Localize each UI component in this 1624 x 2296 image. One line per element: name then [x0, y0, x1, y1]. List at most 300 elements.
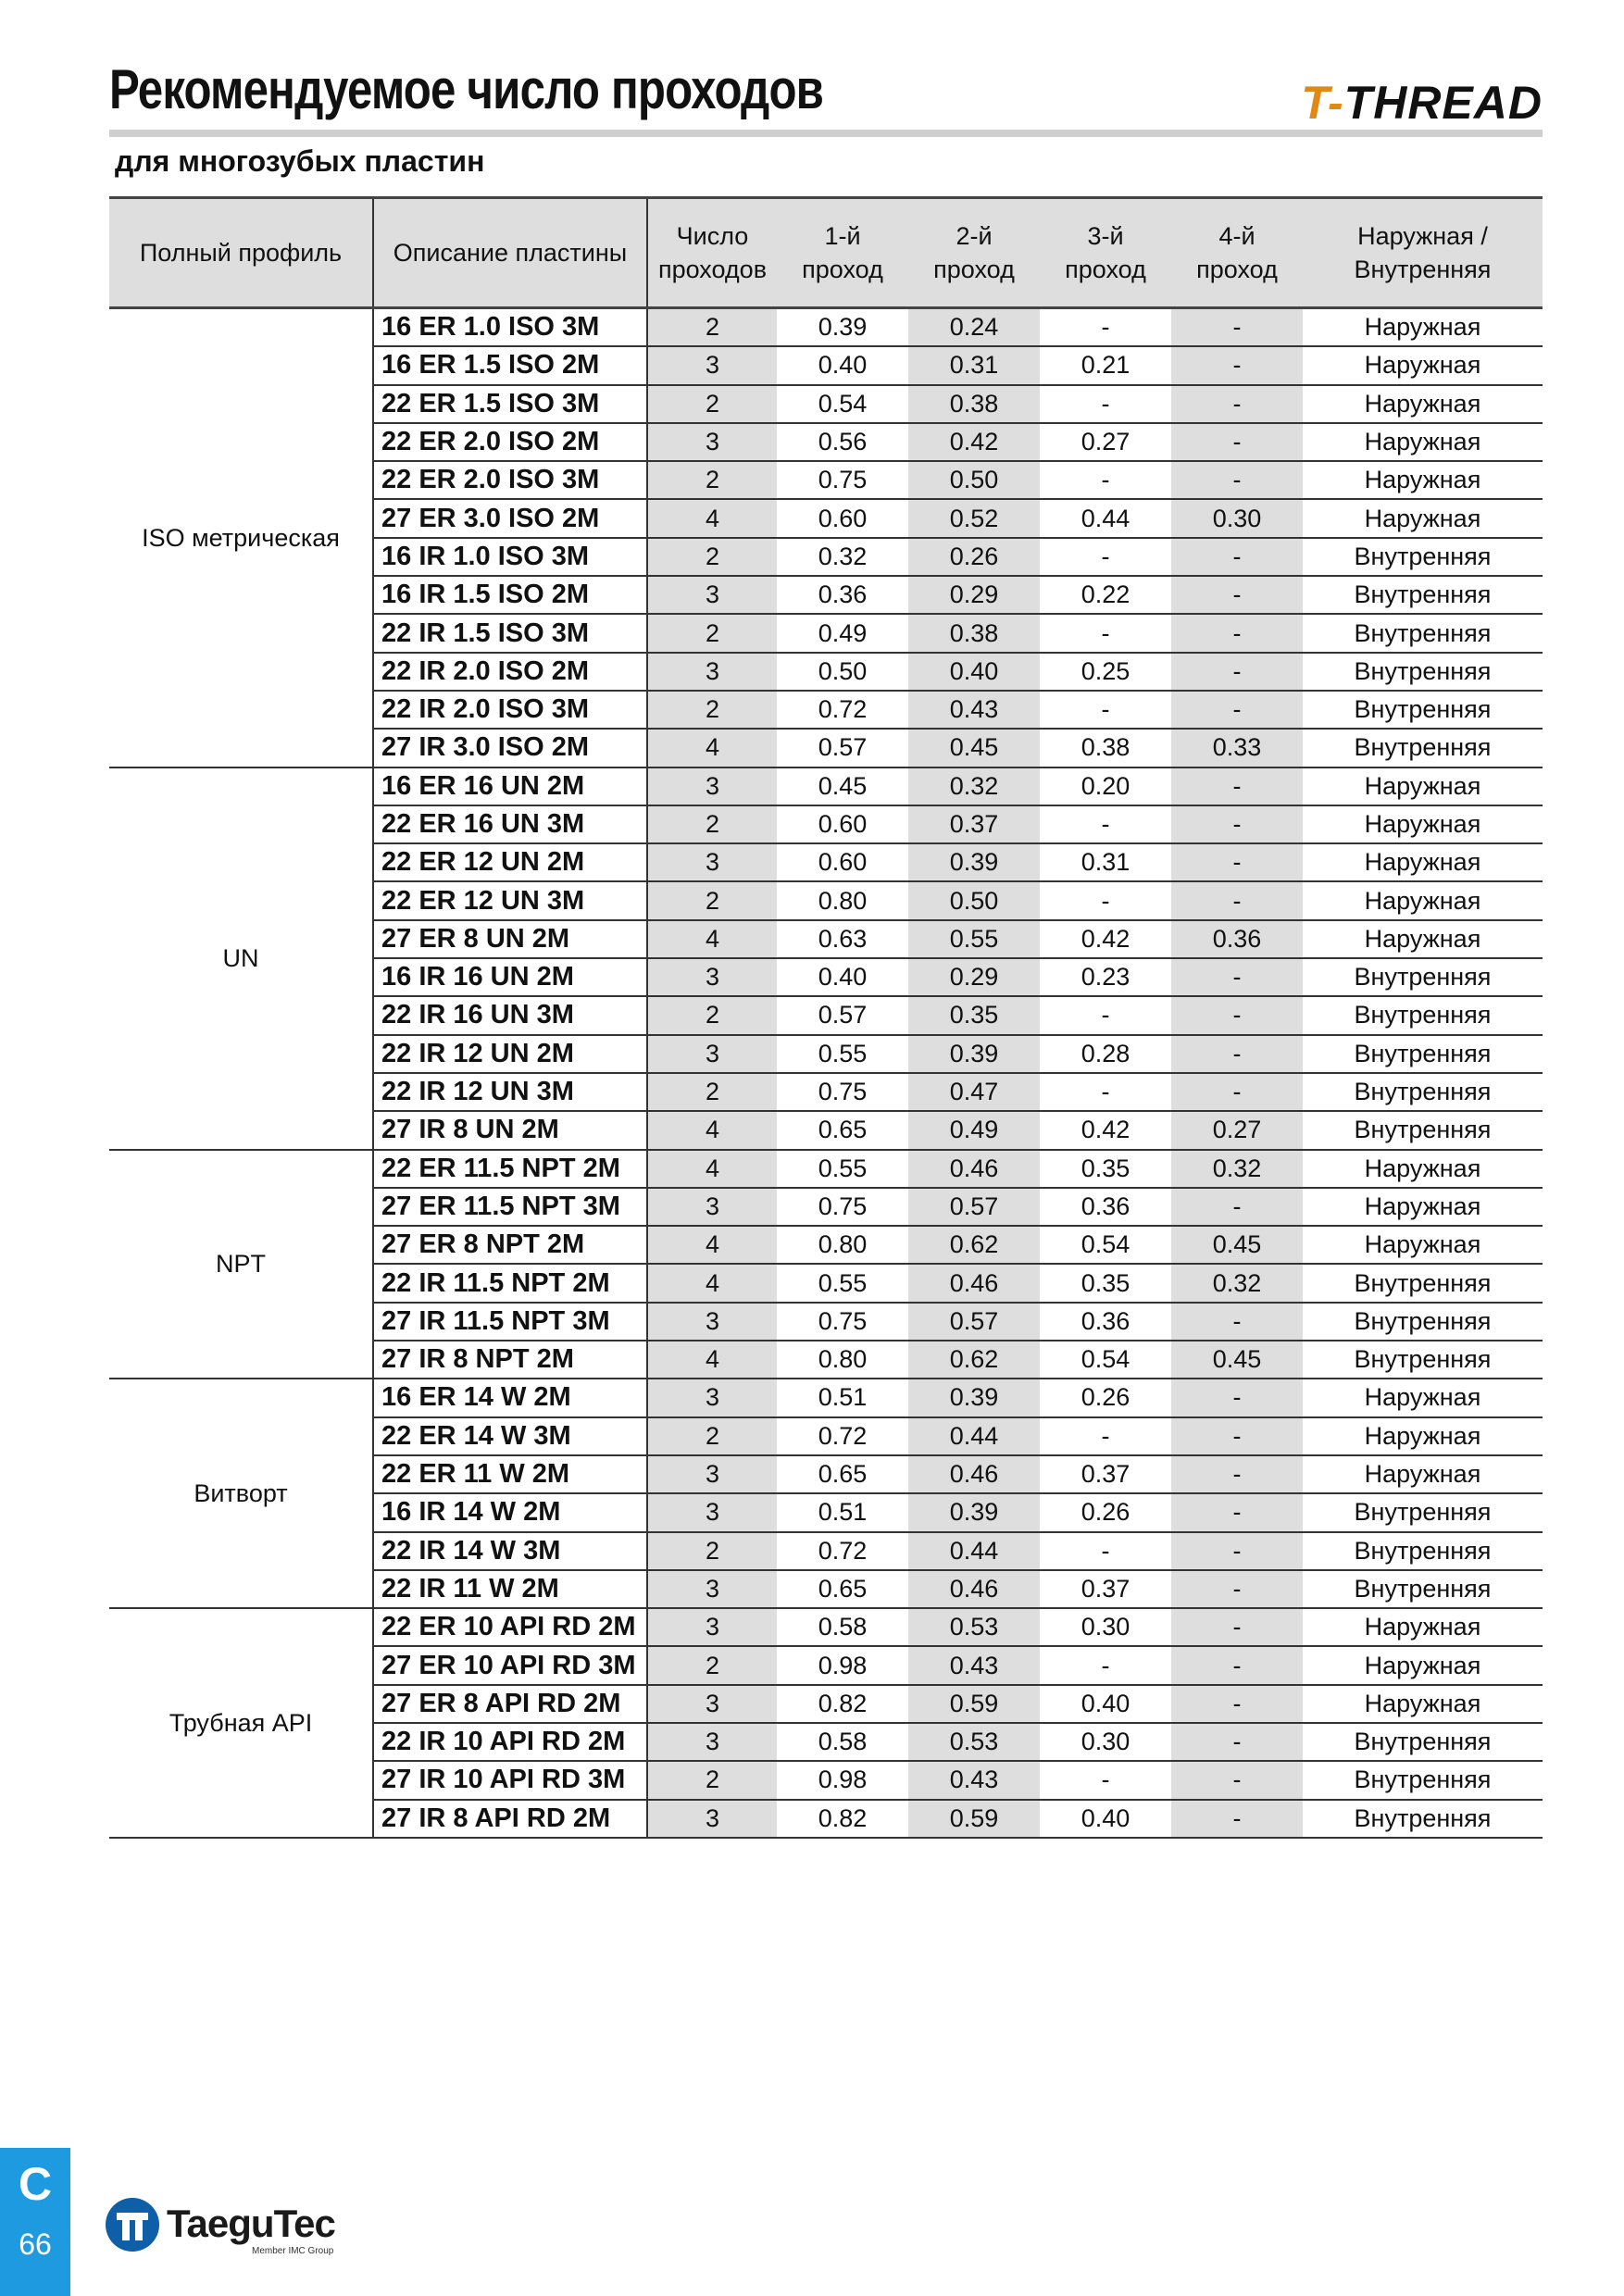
pass-4-cell: -: [1171, 1303, 1303, 1341]
pass-2-cell: 0.43: [908, 1646, 1040, 1684]
pass-1-cell: 0.57: [777, 729, 908, 767]
pass-2-cell: 0.44: [908, 1532, 1040, 1570]
pass-2-cell: 0.59: [908, 1800, 1040, 1838]
passes-count-cell: 2: [647, 1761, 777, 1799]
pass-1-cell: 0.49: [777, 614, 908, 652]
ext-int-cell: Наружная: [1303, 1150, 1543, 1188]
passes-count-cell: 3: [647, 1800, 777, 1838]
pass-1-cell: 0.98: [777, 1761, 908, 1799]
insert-description-cell: 22 IR 11.5 NPT 2M: [373, 1264, 647, 1302]
page-title: Рекомендуемое число проходов: [109, 58, 824, 120]
ext-int-cell: Внутренняя: [1303, 614, 1543, 652]
pass-2-cell: 0.49: [908, 1111, 1040, 1149]
column-header-pass-3: 3-й проход: [1040, 198, 1171, 308]
page-tab: [0, 2148, 70, 2296]
ext-int-cell: Наружная: [1303, 308, 1543, 347]
pass-4-cell: 0.32: [1171, 1150, 1303, 1188]
insert-description-cell: 27 ER 11.5 NPT 3M: [373, 1188, 647, 1226]
ext-int-cell: Наружная: [1303, 767, 1543, 805]
ext-int-cell: Внутренняя: [1303, 1761, 1543, 1799]
pass-2-cell: 0.52: [908, 499, 1040, 537]
pass-4-cell: -: [1171, 1417, 1303, 1455]
ext-int-cell: Наружная: [1303, 461, 1543, 499]
pass-1-cell: 0.39: [777, 308, 908, 347]
ext-int-cell: Внутренняя: [1303, 1570, 1543, 1608]
pass-2-cell: 0.32: [908, 767, 1040, 805]
passes-count-cell: 3: [647, 1493, 777, 1531]
ext-int-cell: Внутренняя: [1303, 1303, 1543, 1341]
pass-4-cell: 0.27: [1171, 1111, 1303, 1149]
pass-3-cell: -: [1040, 385, 1171, 423]
pass-3-cell: 0.35: [1040, 1264, 1171, 1302]
table-header-row: [109, 198, 1543, 308]
insert-description-cell: 22 IR 2.0 ISO 3M: [373, 691, 647, 729]
pass-3-cell: 0.36: [1040, 1303, 1171, 1341]
table-row: [109, 1608, 1543, 1646]
insert-description-cell: 16 ER 1.5 ISO 2M: [373, 346, 647, 384]
passes-count-cell: 2: [647, 881, 777, 919]
pass-3-cell: -: [1040, 691, 1171, 729]
passes-count-cell: 2: [647, 1532, 777, 1570]
insert-description-cell: 22 ER 10 API RD 2M: [373, 1608, 647, 1646]
passes-count-cell: 4: [647, 499, 777, 537]
pass-4-cell: -: [1171, 1035, 1303, 1073]
pass-3-cell: 0.26: [1040, 1379, 1171, 1416]
pass-2-cell: 0.44: [908, 1417, 1040, 1455]
insert-description-cell: 27 IR 8 NPT 2M: [373, 1341, 647, 1379]
pass-3-cell: 0.38: [1040, 729, 1171, 767]
passes-count-cell: 2: [647, 1073, 777, 1111]
pass-1-cell: 0.82: [777, 1685, 908, 1723]
pass-3-cell: 0.20: [1040, 767, 1171, 805]
passes-count-cell: 3: [647, 423, 777, 461]
passes-count-cell: 2: [647, 1417, 777, 1455]
pass-2-cell: 0.50: [908, 461, 1040, 499]
ext-int-cell: Внутренняя: [1303, 1800, 1543, 1838]
pass-1-cell: 0.40: [777, 958, 908, 996]
pass-4-cell: -: [1171, 1608, 1303, 1646]
pass-3-cell: 0.26: [1040, 1493, 1171, 1531]
pass-2-cell: 0.62: [908, 1226, 1040, 1264]
pass-2-cell: 0.38: [908, 385, 1040, 423]
insert-description-cell: 27 IR 3.0 ISO 2M: [373, 729, 647, 767]
ext-int-cell: Наружная: [1303, 499, 1543, 537]
pass-1-cell: 0.80: [777, 1226, 908, 1264]
passes-count-cell: 2: [647, 1646, 777, 1684]
ext-int-cell: Наружная: [1303, 385, 1543, 423]
pass-4-cell: -: [1171, 346, 1303, 384]
insert-description-cell: 27 ER 3.0 ISO 2M: [373, 499, 647, 537]
pass-1-cell: 0.72: [777, 1417, 908, 1455]
passes-count-cell: 2: [647, 538, 777, 576]
insert-description-cell: 22 IR 1.5 ISO 3M: [373, 614, 647, 652]
passes-count-cell: 2: [647, 691, 777, 729]
insert-description-cell: 22 IR 14 W 3M: [373, 1532, 647, 1570]
insert-description-cell: 27 IR 10 API RD 3M: [373, 1761, 647, 1799]
pass-2-cell: 0.39: [908, 1379, 1040, 1416]
ext-int-cell: Наружная: [1303, 843, 1543, 881]
pass-1-cell: 0.32: [777, 538, 908, 576]
logo-tagline: Member IMC Group: [252, 2246, 334, 2256]
pass-3-cell: 0.27: [1040, 423, 1171, 461]
pass-4-cell: -: [1171, 1570, 1303, 1608]
title-divider: [109, 130, 1543, 137]
pass-1-cell: 0.50: [777, 653, 908, 691]
pass-1-cell: 0.60: [777, 805, 908, 843]
pass-4-cell: 0.32: [1171, 1264, 1303, 1302]
ext-int-cell: Внутренняя: [1303, 996, 1543, 1034]
passes-count-cell: 4: [647, 920, 777, 958]
pass-2-cell: 0.62: [908, 1341, 1040, 1379]
brand-logo: [1301, 76, 1543, 130]
pass-3-cell: 0.54: [1040, 1226, 1171, 1264]
column-header-passes: Число проходов: [647, 198, 777, 308]
pass-2-cell: 0.31: [908, 346, 1040, 384]
pass-1-cell: 0.75: [777, 1303, 908, 1341]
pass-1-cell: 0.58: [777, 1608, 908, 1646]
pass-1-cell: 0.54: [777, 385, 908, 423]
page-number: 66: [19, 2227, 52, 2261]
passes-count-cell: 3: [647, 1455, 777, 1493]
pass-1-cell: 0.80: [777, 881, 908, 919]
pass-4-cell: 0.30: [1171, 499, 1303, 537]
pass-3-cell: 0.23: [1040, 958, 1171, 996]
ext-int-cell: Наружная: [1303, 920, 1543, 958]
pass-3-cell: 0.54: [1040, 1341, 1171, 1379]
taegutec-mark-icon: [104, 2196, 161, 2253]
ext-int-cell: Наружная: [1303, 346, 1543, 384]
pass-3-cell: 0.35: [1040, 1150, 1171, 1188]
pass-2-cell: 0.39: [908, 1035, 1040, 1073]
pass-3-cell: 0.28: [1040, 1035, 1171, 1073]
ext-int-cell: Внутренняя: [1303, 1264, 1543, 1302]
pass-3-cell: 0.44: [1040, 499, 1171, 537]
ext-int-cell: Внутренняя: [1303, 1723, 1543, 1761]
pass-3-cell: -: [1040, 1646, 1171, 1684]
passes-count-cell: 3: [647, 1608, 777, 1646]
pass-2-cell: 0.26: [908, 538, 1040, 576]
pass-1-cell: 0.36: [777, 576, 908, 614]
pass-2-cell: 0.53: [908, 1608, 1040, 1646]
pass-2-cell: 0.29: [908, 958, 1040, 996]
pass-2-cell: 0.55: [908, 920, 1040, 958]
insert-description-cell: 16 ER 16 UN 2M: [373, 767, 647, 805]
pass-4-cell: -: [1171, 1761, 1303, 1799]
pass-3-cell: 0.31: [1040, 843, 1171, 881]
pass-3-cell: -: [1040, 805, 1171, 843]
ext-int-cell: Наружная: [1303, 1685, 1543, 1723]
passes-count-cell: 2: [647, 614, 777, 652]
insert-description-cell: 22 IR 12 UN 2M: [373, 1035, 647, 1073]
column-header-profile: Полный профиль: [109, 198, 373, 308]
passes-count-cell: 3: [647, 346, 777, 384]
insert-description-cell: 16 ER 14 W 2M: [373, 1379, 647, 1416]
pass-3-cell: -: [1040, 996, 1171, 1034]
ext-int-cell: Внутренняя: [1303, 1111, 1543, 1149]
ext-int-cell: Внутренняя: [1303, 729, 1543, 767]
pass-2-cell: 0.39: [908, 843, 1040, 881]
ext-int-cell: Наружная: [1303, 881, 1543, 919]
brand-suffix: THREAD: [1343, 77, 1543, 129]
pass-4-cell: 0.36: [1171, 920, 1303, 958]
pass-3-cell: 0.40: [1040, 1800, 1171, 1838]
passes-count-cell: 2: [647, 996, 777, 1034]
pass-1-cell: 0.56: [777, 423, 908, 461]
insert-description-cell: 27 ER 8 UN 2M: [373, 920, 647, 958]
pass-3-cell: 0.30: [1040, 1608, 1171, 1646]
brand-prefix: T-: [1301, 77, 1344, 129]
pass-4-cell: -: [1171, 1532, 1303, 1570]
pass-4-cell: -: [1171, 1800, 1303, 1838]
passes-count-cell: 3: [647, 653, 777, 691]
insert-description-cell: 22 IR 10 API RD 2M: [373, 1723, 647, 1761]
passes-count-cell: 2: [647, 385, 777, 423]
pass-4-cell: -: [1171, 1073, 1303, 1111]
pass-3-cell: -: [1040, 461, 1171, 499]
passes-count-cell: 4: [647, 729, 777, 767]
pass-3-cell: -: [1040, 1073, 1171, 1111]
ext-int-cell: Наружная: [1303, 423, 1543, 461]
profile-group-cell: Витворт: [109, 1379, 373, 1608]
ext-int-cell: Наружная: [1303, 1608, 1543, 1646]
pass-2-cell: 0.39: [908, 1493, 1040, 1531]
pass-2-cell: 0.59: [908, 1685, 1040, 1723]
pass-3-cell: 0.42: [1040, 920, 1171, 958]
insert-description-cell: 16 IR 1.0 ISO 3M: [373, 538, 647, 576]
passes-count-cell: 2: [647, 308, 777, 347]
pass-2-cell: 0.53: [908, 1723, 1040, 1761]
pass-1-cell: 0.58: [777, 1723, 908, 1761]
pass-4-cell: -: [1171, 461, 1303, 499]
passes-count-cell: 3: [647, 1035, 777, 1073]
passes-count-cell: 4: [647, 1150, 777, 1188]
insert-description-cell: 22 ER 2.0 ISO 2M: [373, 423, 647, 461]
pass-4-cell: -: [1171, 1685, 1303, 1723]
pass-4-cell: -: [1171, 805, 1303, 843]
pass-1-cell: 0.45: [777, 767, 908, 805]
pass-2-cell: 0.29: [908, 576, 1040, 614]
pass-3-cell: -: [1040, 308, 1171, 347]
pass-2-cell: 0.43: [908, 1761, 1040, 1799]
insert-description-cell: 27 IR 8 API RD 2M: [373, 1800, 647, 1838]
pass-4-cell: -: [1171, 691, 1303, 729]
ext-int-cell: Внутренняя: [1303, 958, 1543, 996]
ext-int-cell: Внутренняя: [1303, 1532, 1543, 1570]
pass-4-cell: -: [1171, 1455, 1303, 1493]
logo-text: TaeguTec: [167, 2202, 335, 2245]
ext-int-cell: Внутренняя: [1303, 1035, 1543, 1073]
pass-4-cell: -: [1171, 1188, 1303, 1226]
ext-int-cell: Внутренняя: [1303, 653, 1543, 691]
passes-count-cell: 2: [647, 805, 777, 843]
table-row: [109, 767, 1543, 805]
insert-description-cell: 22 IR 16 UN 3M: [373, 996, 647, 1034]
pass-3-cell: -: [1040, 1532, 1171, 1570]
pass-3-cell: 0.25: [1040, 653, 1171, 691]
insert-description-cell: 22 ER 11 W 2M: [373, 1455, 647, 1493]
insert-description-cell: 22 ER 2.0 ISO 3M: [373, 461, 647, 499]
profile-group-cell: ISO метрическая: [109, 308, 373, 767]
pass-4-cell: -: [1171, 1379, 1303, 1416]
pass-3-cell: -: [1040, 614, 1171, 652]
column-header-pass-4: 4-й проход: [1171, 198, 1303, 308]
section-letter: C: [18, 2158, 53, 2210]
pass-3-cell: 0.42: [1040, 1111, 1171, 1149]
ext-int-cell: Внутренняя: [1303, 1493, 1543, 1531]
pass-1-cell: 0.75: [777, 1188, 908, 1226]
pass-3-cell: -: [1040, 881, 1171, 919]
pass-3-cell: 0.37: [1040, 1455, 1171, 1493]
insert-description-cell: 22 IR 2.0 ISO 2M: [373, 653, 647, 691]
pass-1-cell: 0.40: [777, 346, 908, 384]
insert-description-cell: 22 ER 12 UN 2M: [373, 843, 647, 881]
pass-1-cell: 0.55: [777, 1264, 908, 1302]
profile-group-cell: NPT: [109, 1150, 373, 1379]
ext-int-cell: Внутренняя: [1303, 1341, 1543, 1379]
table-body: [109, 308, 1543, 1838]
pass-1-cell: 0.65: [777, 1455, 908, 1493]
pass-2-cell: 0.35: [908, 996, 1040, 1034]
pass-3-cell: 0.22: [1040, 576, 1171, 614]
pass-1-cell: 0.75: [777, 461, 908, 499]
table-row: [109, 308, 1543, 347]
insert-description-cell: 16 ER 1.0 ISO 3M: [373, 308, 647, 347]
pass-2-cell: 0.24: [908, 308, 1040, 347]
ext-int-cell: Наружная: [1303, 1226, 1543, 1264]
pass-2-cell: 0.57: [908, 1303, 1040, 1341]
pass-1-cell: 0.51: [777, 1493, 908, 1531]
pass-1-cell: 0.82: [777, 1800, 908, 1838]
passes-count-cell: 4: [647, 1341, 777, 1379]
pass-3-cell: 0.40: [1040, 1685, 1171, 1723]
pass-4-cell: -: [1171, 1493, 1303, 1531]
pass-2-cell: 0.50: [908, 881, 1040, 919]
pass-1-cell: 0.80: [777, 1341, 908, 1379]
passes-count-cell: 3: [647, 958, 777, 996]
passes-table-container: [109, 196, 1543, 1839]
pass-1-cell: 0.60: [777, 843, 908, 881]
pass-4-cell: -: [1171, 767, 1303, 805]
pass-4-cell: 0.33: [1171, 729, 1303, 767]
ext-int-cell: Внутренняя: [1303, 1073, 1543, 1111]
pass-3-cell: 0.21: [1040, 346, 1171, 384]
insert-description-cell: 22 ER 1.5 ISO 3M: [373, 385, 647, 423]
ext-int-cell: Наружная: [1303, 805, 1543, 843]
pass-3-cell: 0.30: [1040, 1723, 1171, 1761]
pass-2-cell: 0.43: [908, 691, 1040, 729]
pass-3-cell: -: [1040, 1761, 1171, 1799]
pass-2-cell: 0.45: [908, 729, 1040, 767]
passes-count-cell: 3: [647, 576, 777, 614]
pass-1-cell: 0.75: [777, 1073, 908, 1111]
ext-int-cell: Внутренняя: [1303, 576, 1543, 614]
table-row: [109, 1379, 1543, 1416]
pass-2-cell: 0.38: [908, 614, 1040, 652]
pass-1-cell: 0.55: [777, 1150, 908, 1188]
insert-description-cell: 16 IR 16 UN 2M: [373, 958, 647, 996]
pass-1-cell: 0.72: [777, 691, 908, 729]
ext-int-cell: Наружная: [1303, 1379, 1543, 1416]
insert-description-cell: 27 ER 8 NPT 2M: [373, 1226, 647, 1264]
pass-2-cell: 0.46: [908, 1150, 1040, 1188]
pass-3-cell: 0.37: [1040, 1570, 1171, 1608]
ext-int-cell: Внутренняя: [1303, 691, 1543, 729]
pass-2-cell: 0.40: [908, 653, 1040, 691]
passes-count-cell: 3: [647, 1188, 777, 1226]
passes-count-cell: 4: [647, 1226, 777, 1264]
insert-description-cell: 22 ER 16 UN 3M: [373, 805, 647, 843]
pass-1-cell: 0.57: [777, 996, 908, 1034]
insert-description-cell: 27 IR 8 UN 2M: [373, 1111, 647, 1149]
insert-description-cell: 27 ER 8 API RD 2M: [373, 1685, 647, 1723]
company-logo: [104, 2196, 372, 2261]
insert-description-cell: 22 IR 12 UN 3M: [373, 1073, 647, 1111]
pass-4-cell: -: [1171, 308, 1303, 347]
pass-2-cell: 0.46: [908, 1455, 1040, 1493]
page-subtitle: для многозубых пластин: [115, 144, 485, 178]
pass-4-cell: -: [1171, 1646, 1303, 1684]
pass-4-cell: -: [1171, 958, 1303, 996]
pass-4-cell: -: [1171, 576, 1303, 614]
passes-count-cell: 4: [647, 1111, 777, 1149]
pass-1-cell: 0.65: [777, 1570, 908, 1608]
pass-2-cell: 0.57: [908, 1188, 1040, 1226]
pass-4-cell: -: [1171, 385, 1303, 423]
passes-count-cell: 3: [647, 767, 777, 805]
pass-3-cell: 0.36: [1040, 1188, 1171, 1226]
column-header-pass-1: 1-й проход: [777, 198, 908, 308]
pass-1-cell: 0.51: [777, 1379, 908, 1416]
pass-1-cell: 0.63: [777, 920, 908, 958]
pass-4-cell: -: [1171, 423, 1303, 461]
passes-count-cell: 3: [647, 1379, 777, 1416]
pass-1-cell: 0.60: [777, 499, 908, 537]
insert-description-cell: 22 ER 14 W 3M: [373, 1417, 647, 1455]
pass-1-cell: 0.72: [777, 1532, 908, 1570]
pass-1-cell: 0.55: [777, 1035, 908, 1073]
pass-4-cell: -: [1171, 653, 1303, 691]
pass-2-cell: 0.37: [908, 805, 1040, 843]
insert-description-cell: 22 IR 11 W 2M: [373, 1570, 647, 1608]
pass-1-cell: 0.65: [777, 1111, 908, 1149]
ext-int-cell: Внутренняя: [1303, 538, 1543, 576]
insert-description-cell: 16 IR 1.5 ISO 2M: [373, 576, 647, 614]
passes-count-cell: 2: [647, 461, 777, 499]
ext-int-cell: Наружная: [1303, 1646, 1543, 1684]
pass-4-cell: -: [1171, 538, 1303, 576]
passes-count-cell: 3: [647, 1570, 777, 1608]
insert-description-cell: 27 ER 10 API RD 3M: [373, 1646, 647, 1684]
passes-count-cell: 3: [647, 843, 777, 881]
table-row: [109, 1150, 1543, 1188]
insert-description-cell: 27 IR 11.5 NPT 3M: [373, 1303, 647, 1341]
column-header-pass-2: 2-й проход: [908, 198, 1040, 308]
passes-count-cell: 3: [647, 1303, 777, 1341]
passes-table: [109, 196, 1543, 1839]
insert-description-cell: 22 ER 11.5 NPT 2M: [373, 1150, 647, 1188]
pass-4-cell: -: [1171, 614, 1303, 652]
insert-description-cell: 22 ER 12 UN 3M: [373, 881, 647, 919]
passes-count-cell: 3: [647, 1685, 777, 1723]
pass-4-cell: -: [1171, 881, 1303, 919]
passes-count-cell: 3: [647, 1723, 777, 1761]
pass-4-cell: -: [1171, 843, 1303, 881]
pass-1-cell: 0.98: [777, 1646, 908, 1684]
ext-int-cell: Наружная: [1303, 1188, 1543, 1226]
profile-group-cell: UN: [109, 767, 373, 1150]
pass-4-cell: 0.45: [1171, 1341, 1303, 1379]
ext-int-cell: Наружная: [1303, 1455, 1543, 1493]
